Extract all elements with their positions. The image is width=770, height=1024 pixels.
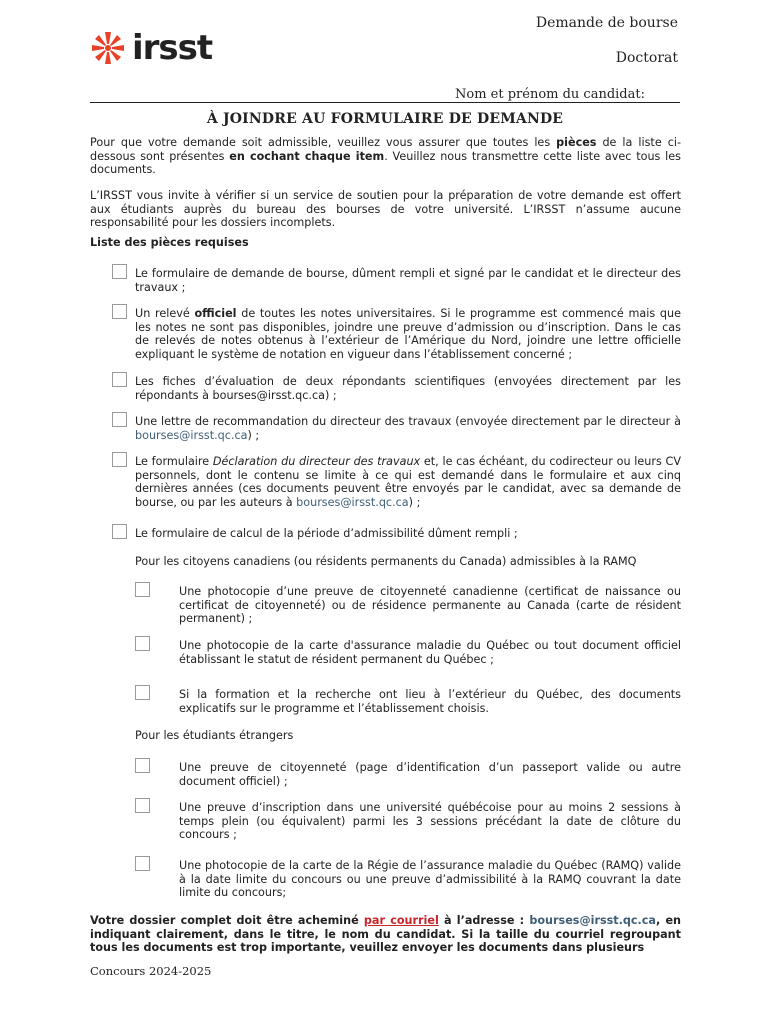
- checkbox-item-1[interactable]: [112, 264, 127, 279]
- ramq-heading: Pour les citoyens canadiens (ou résidents permanents du Canada) admissibles à la RAMQ: [135, 555, 637, 568]
- intro-paragraph: Pour que votre demande soit admissible, veuillez vous assurer que toutes les pièces de la liste ci-dessous sont présentes en cochant chaque item. Veuillez nous transmettre cette liste avec tous les documents.: [90, 136, 682, 177]
- checkbox-foreign-2[interactable]: [135, 798, 150, 813]
- checkbox-ramq-2[interactable]: [135, 636, 150, 651]
- ramq-item-2-text: Une photocopie de la carte d'assurance maladie du Québec ou tout document officiel établissant le statut de résident permanent du Québec ;: [179, 639, 681, 666]
- email-method-link[interactable]: par courriel: [363, 914, 439, 927]
- item-6-text: Le formulaire de calcul de la période d’admissibilité dûment rempli ;: [135, 527, 518, 540]
- email-link[interactable]: bourses@irsst.qc.ca: [296, 495, 409, 509]
- foreign-heading: Pour les étudiants étrangers: [135, 729, 294, 742]
- ramq-item-1-text: Une photocopie d’une preuve de citoyenneté canadienne (certificat de naissance ou certificat de citoyenneté) ou de résidence permanente au Canada (carte de résident permanent) ;: [179, 585, 681, 626]
- checkbox-item-6[interactable]: [112, 524, 127, 539]
- item-2-text: Un relevé officiel de toutes les notes universitaires. Si le programme est commencé mais que les notes ne sont pas disponibles, joindre une preuve d’admission ou d’inscription. Dans le cas de relevés de notes obtenus à l’extérieur de l’Amérique du Nord, joindre une lettre officielle expliquant le système de notation en vigueur dans l’établissement concerné ;: [135, 307, 681, 361]
- irsst-logo: [90, 30, 212, 66]
- item-4-text: Une lettre de recommandation du directeur des travaux (envoyée directement par le directeur à bourses@irsst.qc.ca) ;: [135, 415, 681, 442]
- doc-type: Demande de bourse: [535, 15, 678, 31]
- header-rule: [90, 102, 680, 103]
- support-paragraph: L’IRSST vous invite à vérifier si un service de soutien pour la préparation de votre demande est offert aux étudiants auprès du bureau des bourses de votre université. L’IRSST n’assume aucune responsabilité pour les dossiers incomplets.: [90, 189, 681, 230]
- checkbox-ramq-3[interactable]: [135, 685, 150, 700]
- footer-contest: Concours 2024-2025: [90, 964, 212, 978]
- foreign-item-2-text: Une preuve d’inscription dans une université québécoise pour au moins 2 sessions à temps plein (ou équivalent) parmi les 3 sessions précédant la date de clôture du concours ;: [179, 801, 681, 842]
- list-heading: Liste des pièces requises: [90, 236, 249, 249]
- foreign-item-1-text: Une preuve de citoyenneté (page d’identification d’un passeport valide ou autre document officiel) ;: [179, 761, 681, 788]
- foreign-item-3-text: Une photocopie de la carte de la Régie de l’assurance maladie du Québec (RAMQ) valide à la date limite du concours ou une preuve d’admissibilité à la RAMQ couvrant la date limite du concours;: [179, 859, 681, 900]
- item-3-text: Les fiches d’évaluation de deux répondants scientifiques (envoyées directement par les répondants à bourses@irsst.qc.ca) ;: [135, 375, 681, 402]
- checkbox-foreign-1[interactable]: [135, 758, 150, 773]
- irsst-star-icon: [90, 30, 126, 66]
- item-5-text: Le formulaire Déclaration du directeur des travaux et, le cas échéant, du codirecteur ou leurs CV personnels, dont le contenu se limite à ce qui est demandé dans le formulaire et aux cinq dernières années (ces documents peuvent être envoyés par le candidat, avec sa demande de bourse, ou par les auteurs à bourses@irsst.qc.ca) ;: [135, 455, 681, 509]
- ramq-item-3-text: Si la formation et la recherche ont lieu à l’extérieur du Québec, des documents explicatifs sur le programme et l’établissement choisis.: [179, 688, 681, 715]
- checkbox-item-4[interactable]: [112, 412, 127, 427]
- checkbox-item-3[interactable]: [112, 372, 127, 387]
- checkbox-foreign-3[interactable]: [135, 856, 150, 871]
- email-link[interactable]: bourses@irsst.qc.ca: [135, 428, 248, 442]
- closing-email-link[interactable]: bourses@irsst.qc.ca: [529, 914, 656, 927]
- closing-paragraph: Votre dossier complet doit être acheminé par courriel à l’adresse : bourses@irsst.qc.ca, en indiquant clairement, dans le titre, le nom du candidat. Si la taille du courriel regroupant tous les documents est trop importante, veuillez envoyer les documents dans plusieurs: [90, 914, 681, 955]
- item-1-text: Le formulaire de demande de bourse, dûment rempli et signé par le candidat et le directeur des travaux ;: [135, 267, 681, 294]
- checkbox-item-5[interactable]: [112, 452, 127, 467]
- candidate-name-label: Nom et prénom du candidat:: [455, 87, 645, 102]
- page-title: À JOINDRE AU FORMULAIRE DE DEMANDE: [206, 111, 564, 127]
- logo-wordmark: irsst: [132, 28, 213, 68]
- checkbox-item-2[interactable]: [112, 304, 127, 319]
- doc-level: Doctorat: [615, 50, 678, 66]
- checkbox-ramq-1[interactable]: [135, 582, 150, 597]
